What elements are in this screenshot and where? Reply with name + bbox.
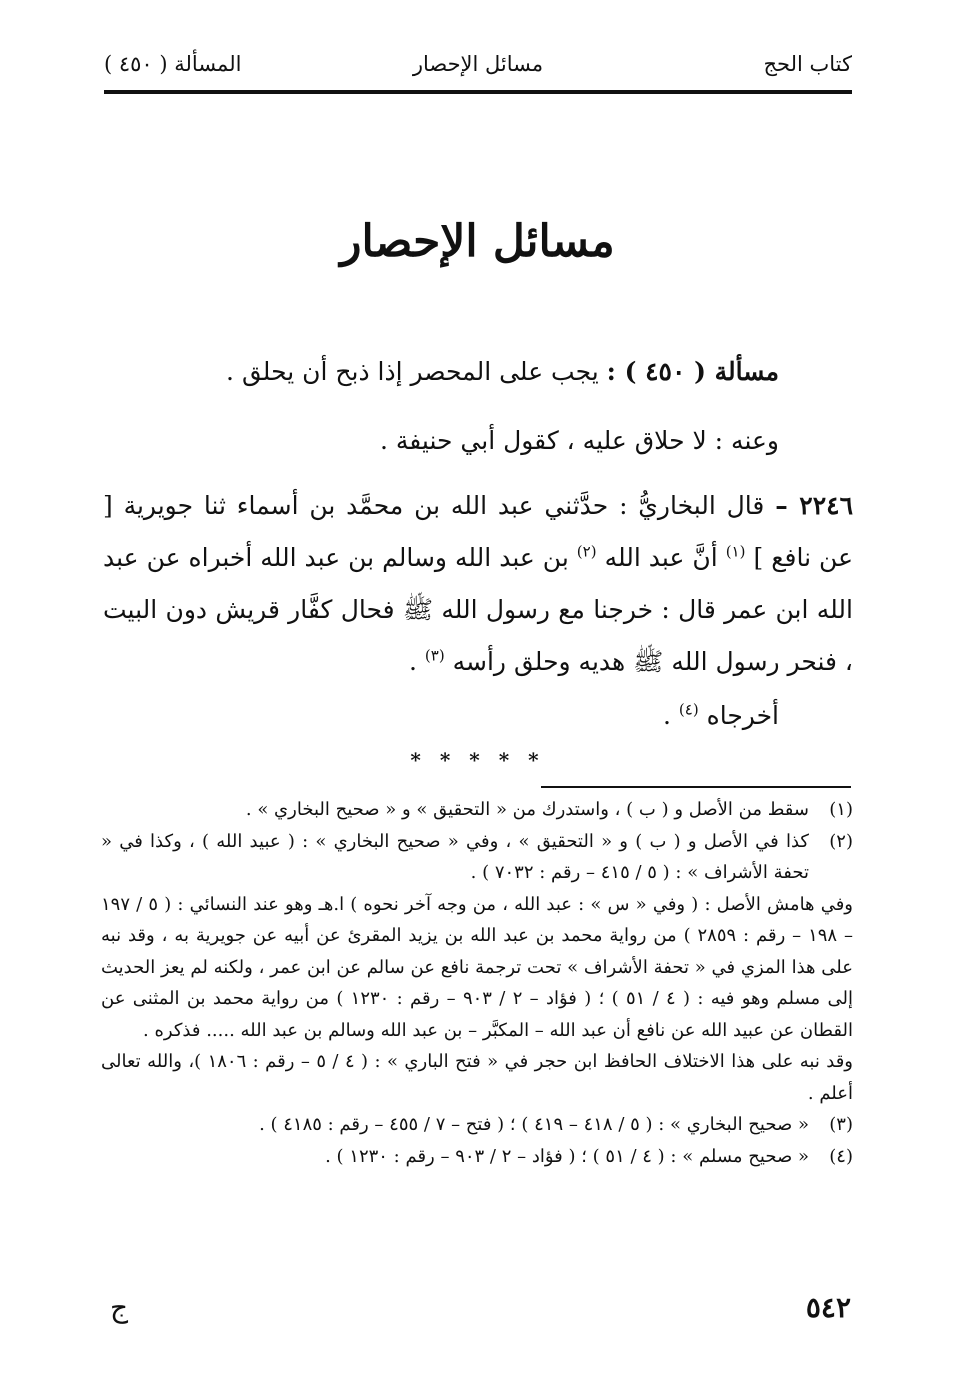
footnote-3-text: « صحيح البخاري » : ( ٥ / ٤١٨ – ٤١٩ ) ؛ ( فتح – ٧ / ٤٥٥ – رقم : ٤١٨٥ ) . [259,1114,809,1135]
running-header [104,48,852,88]
hadith-paragraph [103,480,853,688]
hadith-text-part3: بن عبد الله وسالم بن عبد الله أخبراه عن عبد الله ابن عمر قال : خرجنا مع رسول الله ﷺ فحال كفَّار قريش دون البيت ، فنحر رسول الله ﷺ هديه وحلق رأسه [103,543,853,676]
header-issue-number: المسألة ( ٤٥٠ ) [104,52,242,76]
footnote-ref-2[interactable]: (٢) [576,542,597,561]
takhrij-text: أخرجاه [706,701,779,730]
header-chapter-title: مسائل الإحصار [412,52,544,76]
footnote-3-number: (٣) [829,1114,853,1135]
footnote-divider [541,786,851,788]
takhrij-paragraph [279,690,779,742]
hadith-number: ٢٢٤٦ – [775,491,853,520]
chapter-title: مسائل الإحصار [340,216,615,267]
header-book-title: كتاب الحج [763,52,852,76]
page-number: ٥٤٢ [805,1291,851,1324]
footnotes-section [101,794,853,1172]
footnote-2-continuation-1: وفي هامش الأصل : ( وفي « س » : عبد الله ، من وجه آخر نحوه ) ا.هـ وهو عند النسائي : ( ٥ / ١٩٧ – ١٩٨ – رقم : ٢٨٥٩ ) من رواية محمد بن عبد الله بن يزيد المقرئ عن أبيه عن جويرية به ، وقد نبه على هذا المزي في « تحفة الأشراف » تحت ترجمة نافع عن سالم عن ابن عمر ، ولكنه لم يعز الحديث إلى مسلم وهو فيه : ( ٤ / ٥١ ) ؛ ( فؤاد – ٢ / ٩٠٣ – رقم : ١٢٣٠ ) من رواية محمد بن المثنى عن القطان عن عبيد الله عن نافع أن عبد الله – المكبَّر – بن عبد الله وسالم بن عبد الله ..... فذكره . [101,893,853,1041]
takhrij-end-mark: . [662,701,671,730]
footnote-2-number: (٢) [829,830,853,852]
signature-mark: ج [110,1291,129,1324]
hadith-text-part2: أنَّ عبد الله [604,543,718,572]
footnote-4 [101,1141,853,1173]
footnote-1 [101,794,853,826]
masala-text: يجب على المحصر إذا ذبح أن يحلق . [226,357,599,386]
footnote-ref-3[interactable]: (٣) [424,646,445,665]
footnote-3 [101,1109,853,1141]
hadith-text-part1: قال البخاريُّ : حدَّثني عبد الله بن محمَّد بن أسماء ثنا جويرية [ عن نافع ] [103,491,853,572]
footnote-1-number: (١) [829,799,853,820]
footnote-2-text: كذا في الأصل و ( ب ) و « التحقيق » ، وفي « صحيح البخاري » : ( عبيد الله ) ، وكذا في « تحفة الأشراف » : ( ٥ / ٤١٥ – رقم : ٧٠٣٢ ) . [101,830,809,883]
masala-paragraph [219,346,779,398]
footnote-4-text: « صحيح مسلم » : ( ٤ / ٥١ ) ؛ ( فؤاد – ٢ / ٩٠٣ – رقم : ١٢٣٠ ) . [325,1145,809,1167]
footnote-1-text: سقط من الأصل و ( ب ) ، واستدرك من « التحقيق » و « صحيح البخاري » . [245,799,809,820]
footnote-ref-4[interactable]: (٤) [678,700,699,719]
footnote-2 [101,826,853,889]
masala-label: مسألة ( ٤٥٠ ) : [606,357,779,386]
header-divider [104,90,852,94]
footnote-ref-1[interactable]: (١) [725,542,746,561]
footnote-2-continuation-2: وقد نبه على هذا الاختلاف الحافظ ابن حجر في « فتح الباري » : ( ٤ / ٥ – رقم : ١٨٠٦ )، والله تعالى أعلم . [101,1051,854,1104]
footnote-4-number: (٤) [829,1145,853,1167]
section-separator-stars: * * * * * [410,748,545,772]
hadith-end-mark: . [409,647,417,676]
alternate-opinion-paragraph: وعنه : لا حلاق عليه ، كقول أبي حنيفة . [379,426,779,455]
